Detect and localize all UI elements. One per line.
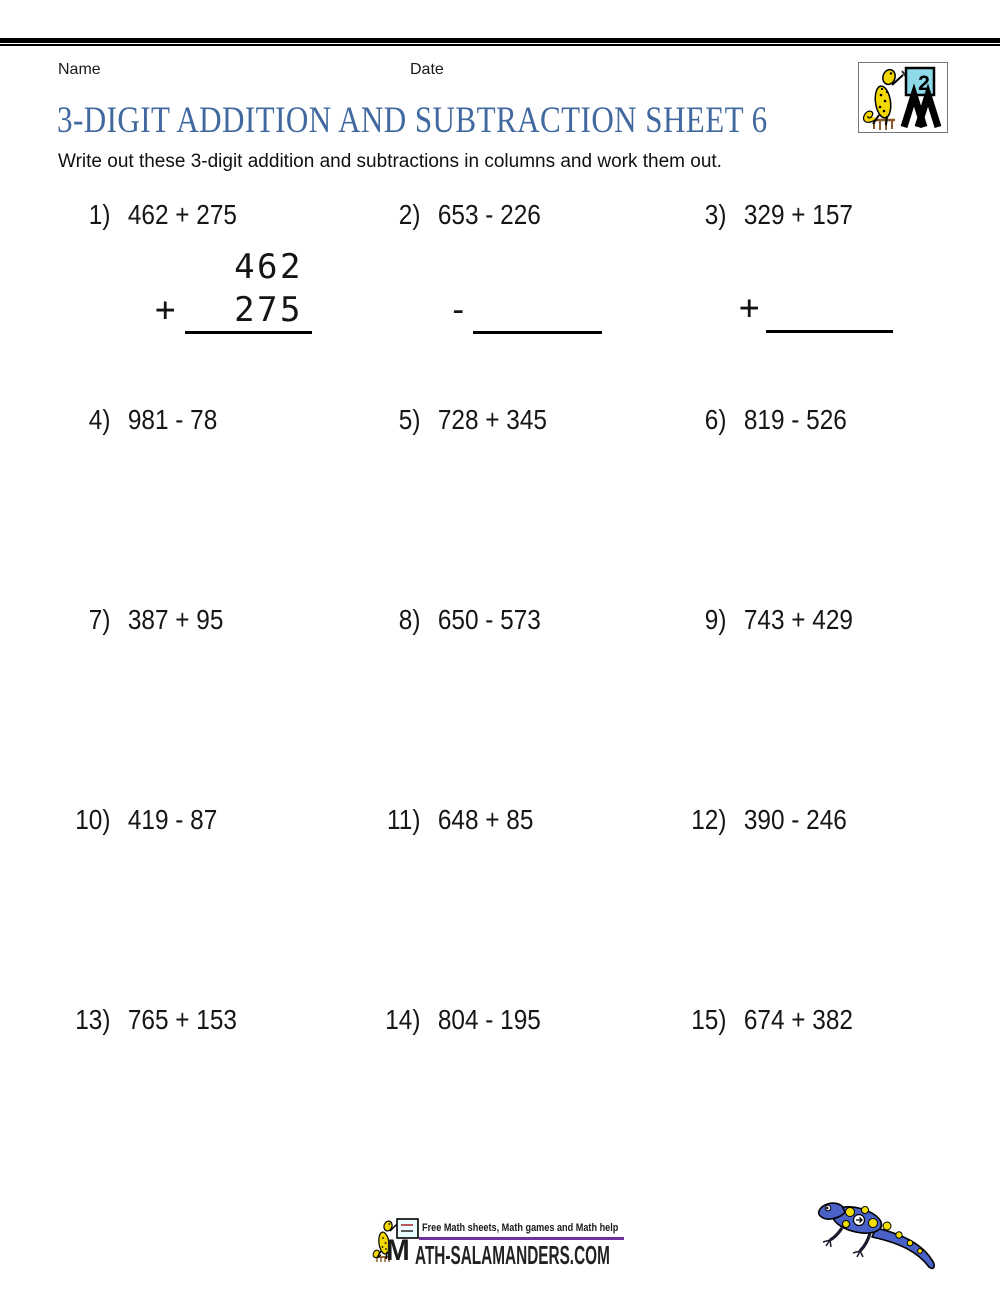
answer-line-1	[185, 331, 312, 334]
blue-salamander-image	[812, 1182, 947, 1282]
problem-4	[60, 405, 217, 436]
math-salamanders-logo-icon	[859, 63, 946, 131]
problem-expression: 653 - 226	[437, 199, 541, 230]
problem-11	[370, 805, 533, 836]
problem-12	[676, 805, 847, 836]
problem-1	[60, 200, 237, 231]
problem-number: 1)	[88, 199, 111, 230]
problem-number: 5)	[398, 404, 421, 435]
problem-14	[370, 1005, 541, 1036]
answer-line-2	[473, 331, 602, 334]
worked-example-bottom-number: 275	[234, 290, 303, 330]
problem-number: 6)	[704, 404, 727, 435]
blank-operator-3: +	[739, 288, 760, 328]
problem-13	[60, 1005, 237, 1036]
problem-row-5	[0, 1005, 1000, 1039]
problem-row-3	[0, 605, 1000, 639]
problem-number: 9)	[704, 604, 727, 635]
blue-salamander-icon	[812, 1182, 947, 1277]
problem-number: 4)	[88, 404, 111, 435]
problem-expression: 390 - 246	[743, 804, 847, 835]
problem-number: 8)	[398, 604, 421, 635]
problem-15	[676, 1005, 853, 1036]
problem-number: 12)	[691, 804, 727, 835]
problem-number: 3)	[704, 199, 727, 230]
problem-expression: 419 - 87	[127, 804, 218, 835]
problem-row-2	[0, 405, 1000, 439]
footer-wordmark: ATH-SALAMANDERS.COM	[415, 1240, 610, 1270]
worked-example-top-number: 462	[234, 247, 303, 287]
worked-example-operator: +	[155, 290, 176, 330]
problem-number: 10)	[75, 804, 111, 835]
problem-number: 13)	[75, 1004, 111, 1035]
problem-row-1	[0, 200, 1000, 234]
problem-number: 15)	[691, 1004, 727, 1035]
problem-expression: 650 - 573	[437, 604, 541, 635]
problem-expression: 728 + 345	[437, 404, 547, 435]
problem-number: 7)	[88, 604, 111, 635]
problem-2	[370, 200, 541, 231]
problem-8	[370, 605, 541, 636]
problem-expression: 329 + 157	[743, 199, 853, 230]
page-title: 3-DIGIT ADDITION AND SUBTRACTION SHEET 6	[57, 100, 768, 141]
header-logo	[858, 62, 948, 133]
problem-expression: 648 + 85	[437, 804, 534, 835]
problem-9	[676, 605, 853, 636]
footer-wordmark-m: M	[386, 1234, 410, 1267]
problem-expression: 765 + 153	[127, 1004, 237, 1035]
problem-expression: 804 - 195	[437, 1004, 541, 1035]
problem-expression: 819 - 526	[743, 404, 847, 435]
problem-expression: 387 + 95	[127, 604, 224, 635]
problem-number: 2)	[398, 199, 421, 230]
problem-number: 14)	[385, 1004, 421, 1035]
problem-6	[676, 405, 847, 436]
problem-expression: 743 + 429	[743, 604, 853, 635]
badge-number: 2	[918, 72, 930, 95]
problem-expression: 674 + 382	[743, 1004, 853, 1035]
problem-expression: 462 + 275	[127, 199, 237, 230]
top-rule-thick	[0, 38, 1000, 43]
problem-3	[676, 200, 853, 231]
problem-row-4	[0, 805, 1000, 839]
name-label: Name	[58, 61, 101, 78]
problem-10	[60, 805, 217, 836]
problem-5	[370, 405, 547, 436]
problem-expression: 981 - 78	[127, 404, 218, 435]
instruction-text: Write out these 3-digit addition and subtractions in columns and work them out.	[58, 151, 722, 172]
date-label: Date	[410, 61, 444, 78]
top-rule-thin	[0, 44, 1000, 46]
footer-tagline: Free Math sheets, Math games and Math help	[422, 1222, 619, 1234]
answer-line-3	[766, 330, 893, 333]
problem-7	[60, 605, 223, 636]
problem-number: 11)	[387, 804, 421, 835]
blank-operator-2: -	[448, 290, 469, 330]
